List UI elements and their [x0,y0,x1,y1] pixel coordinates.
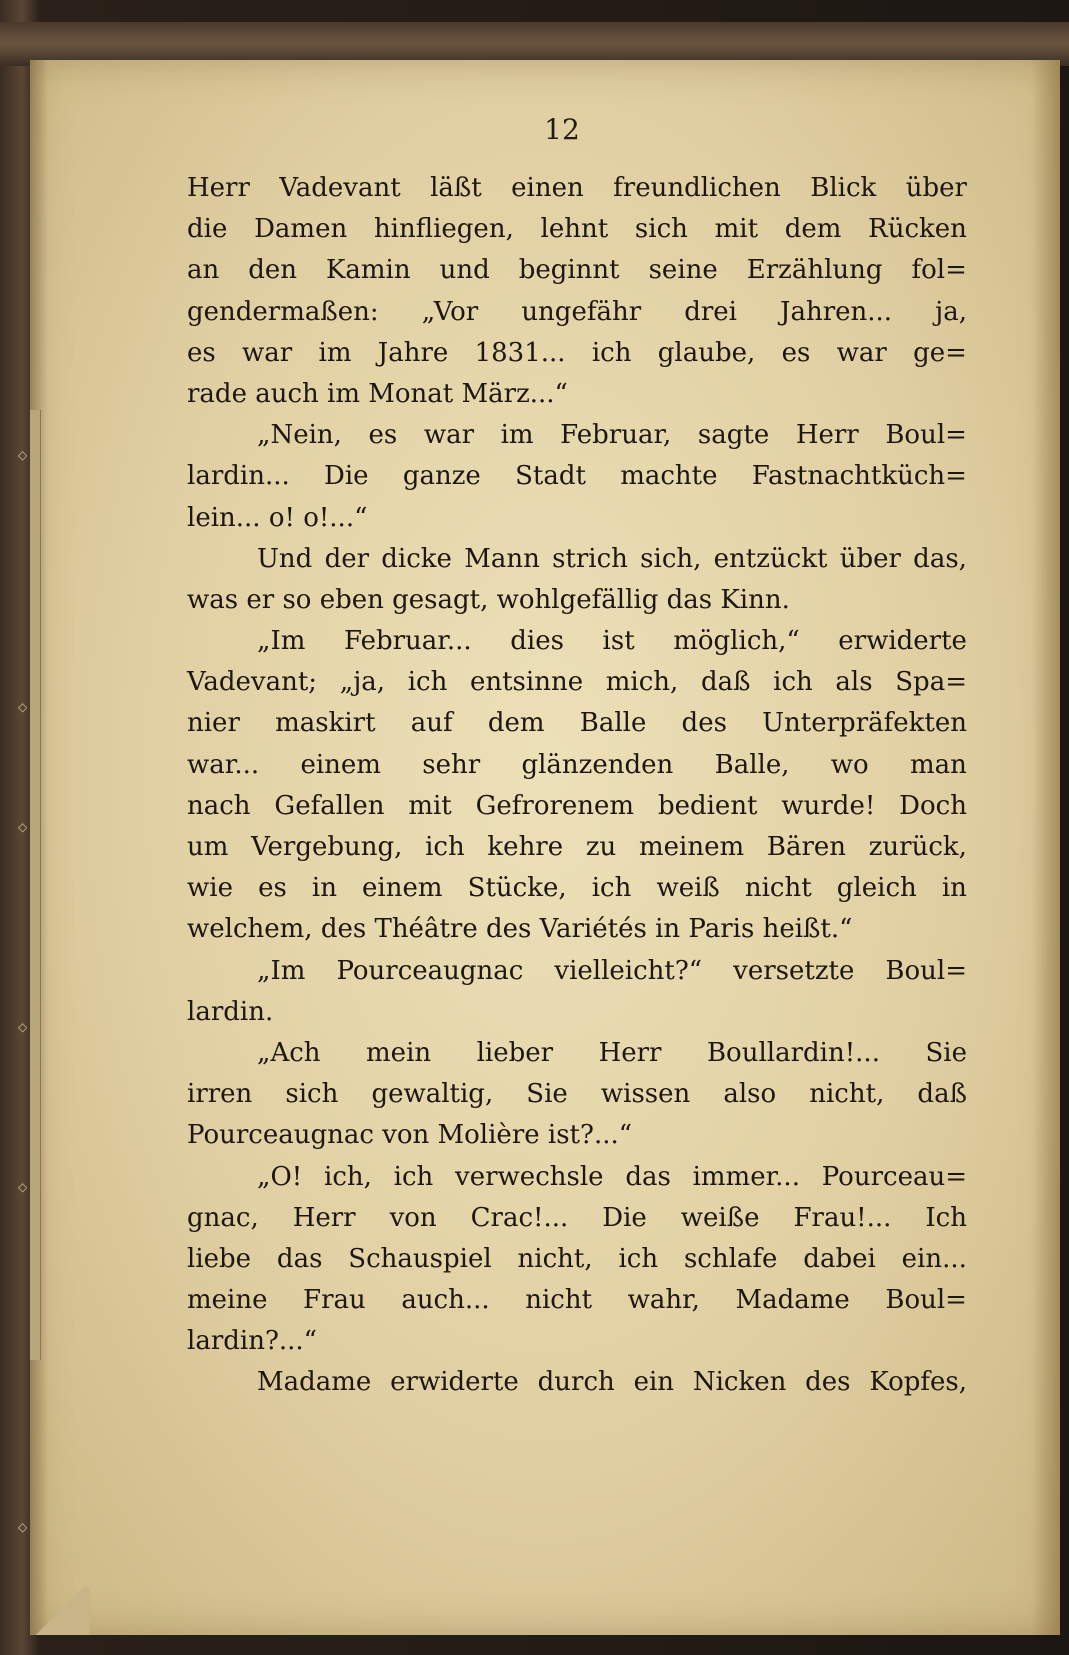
text-line: lardin... Die ganze Stadt machte Fastnachtküch= [187,461,967,492]
text-line: „O! ich, ich verwechsle das immer... Pourceau= [257,1161,967,1192]
margin-notch-icon: ◇ [18,1180,28,1194]
text-line: Pourceaugnac von Molière ist?...“ [187,1120,633,1151]
text-line: welchem, des Théâtre des Variétés in Paris heißt.“ [187,914,853,945]
text-line: meine Frau auch... nicht wahr, Madame Boul= [187,1285,967,1316]
text-line: nach Gefallen mit Gefrorenem bedient wurde! Doch [187,790,967,821]
text-line: lardin. [187,996,274,1027]
margin-notch-icon: ◇ [18,1520,28,1534]
text-line: irren sich gewaltig, Sie wissen also nicht, daß [187,1079,967,1110]
text-line: Herr Vadevant läßt einen freundlichen Blick über [187,173,967,203]
text-line: nier maskirt auf dem Balle des Unterpräfekten [187,708,967,739]
page-right-shadow [1032,60,1060,1635]
text-line: was er so eben gesagt, wohlgefällig das Kinn. [187,584,790,615]
text-line: lein... o! o!...“ [187,502,368,533]
text-line: Madame erwiderte durch ein Nicken des Kopfes, [257,1367,967,1398]
text-line: an den Kamin und beginnt seine Erzählung fol= [187,255,967,286]
text-line: es war im Jahre 1831... ich glaube, es war ge= [187,337,967,368]
text-line: lardin?...“ [187,1326,317,1357]
text-line: „Ach mein lieber Herr Boullardin!... Sie [257,1037,967,1068]
text-line: liebe das Schauspiel nicht, ich schlafe dabei ein... [187,1243,967,1274]
margin-notch-icon: ◇ [18,1020,28,1034]
page-number: 12 [544,113,580,146]
text-line: rade auch im Monat März...“ [187,378,568,409]
text-line: die Damen hinfliegen, lehnt sich mit dem Rücken [187,214,967,245]
margin-notch-icon: ◇ [18,820,28,834]
folded-corner [30,1587,90,1635]
text-line: Vadevant; „ja, ich entsinne mich, daß ich als Spa= [187,667,967,698]
text-line: um Vergebung, ich kehre zu meinem Bären zurück, [187,832,967,862]
text-line: gnac, Herr von Crac!... Die weiße Frau!... Ich [187,1202,967,1233]
text-line: Und der dicke Mann strich sich, entzückt über das, [257,543,967,574]
page-stack-edge [30,410,41,1360]
text-line: „Im Februar... dies ist möglich,“ erwiderte [257,626,967,657]
text-line: „Im Pourceaugnac vielleicht?“ versetzte Boul= [257,955,967,986]
text-line: war... einem sehr glänzenden Balle, wo man [187,749,967,780]
margin-notch-icon: ◇ [18,448,28,462]
text-line: gendermaßen: „Vor ungefähr drei Jahren... ja, [187,296,967,327]
text-line: „Nein, es war im Februar, sagte Herr Boul= [257,420,967,451]
margin-notch-icon: ◇ [18,700,28,714]
text-line: wie es in einem Stücke, ich weiß nicht gleich in [187,873,967,904]
body-text [187,168,967,1404]
